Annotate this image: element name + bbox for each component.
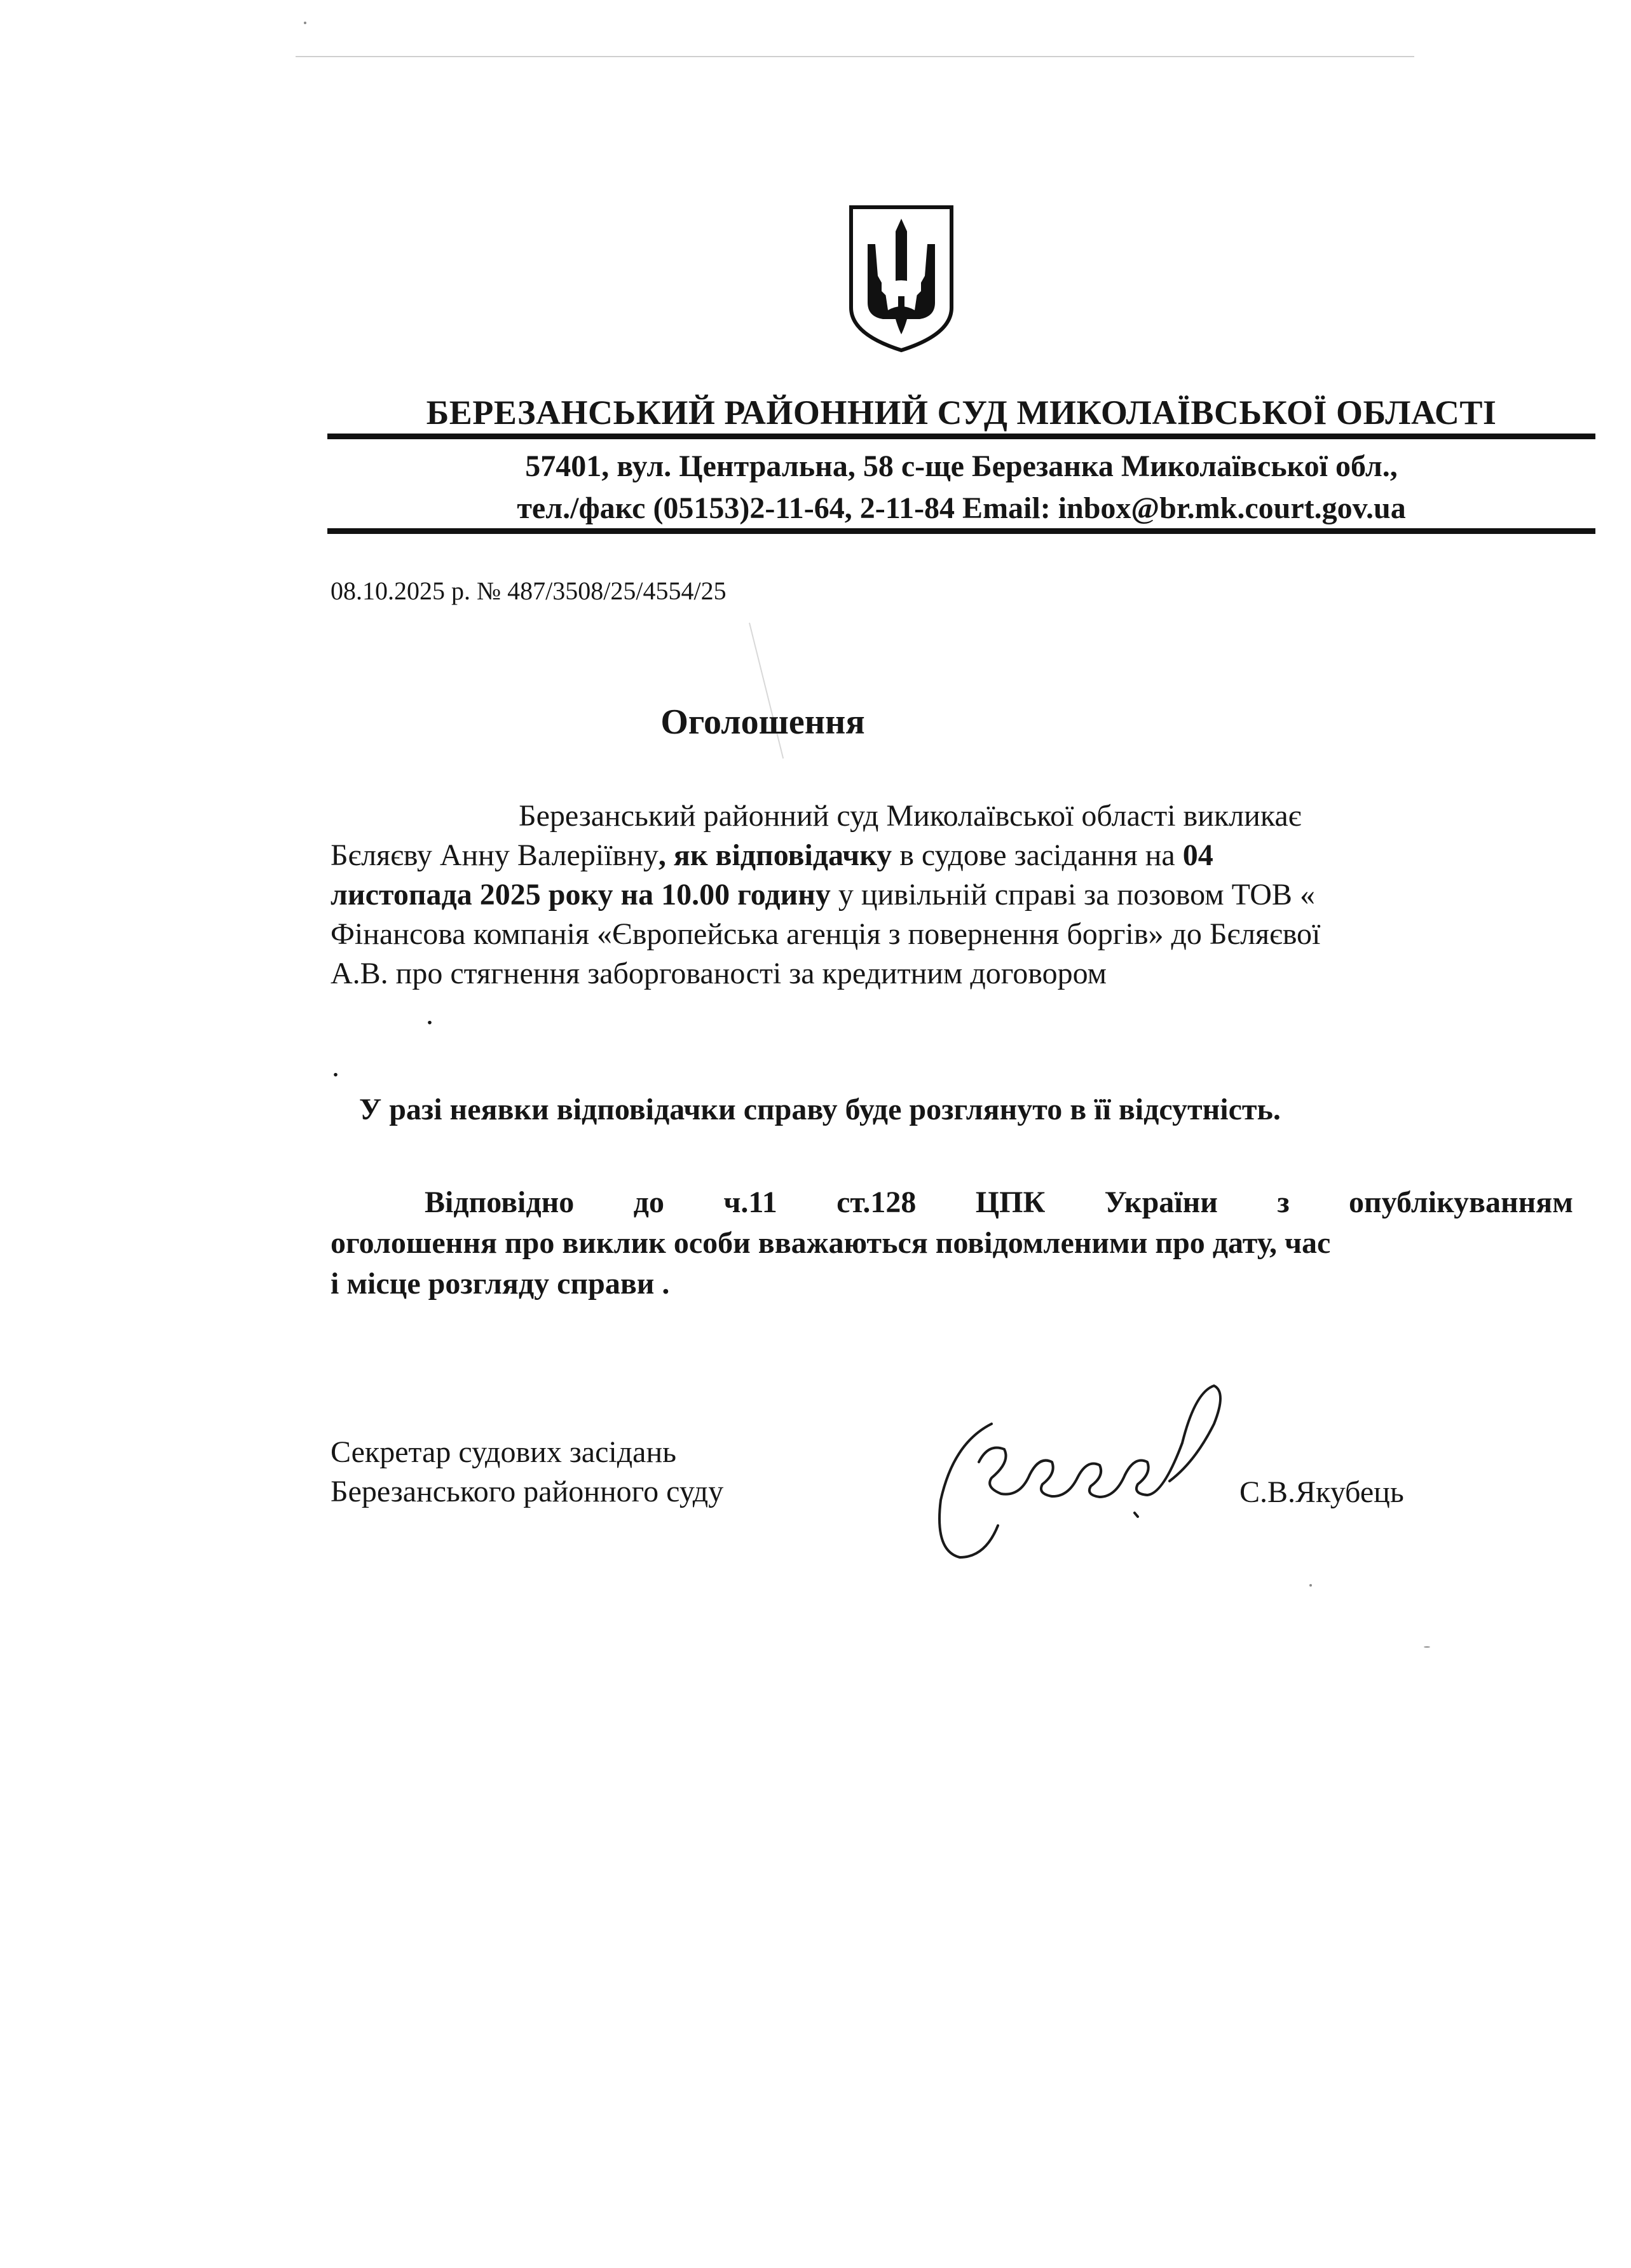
court-name: БЕРЕЗАНСЬКИЙ РАЙОННИЙ СУД МИКОЛАЇВСЬКОЇ ОБЛАСТІ [426, 393, 1497, 432]
signatory-role [331, 1433, 723, 1512]
body-text: в судове засідання на [892, 838, 1183, 872]
defendant-role: , як відповідачку [658, 838, 892, 872]
body-line [331, 838, 1213, 873]
body-text: у цивільній справі за позовом ТОВ « [830, 878, 1315, 912]
court-address: 57401, вул. Центральна, 58 с-ще Березанка Миколаївської обл., [525, 449, 1398, 483]
absence-warning: У разі неявки відповідачки справу буде розглянуто в її відсутність. [359, 1093, 1281, 1126]
legal-notice [331, 1182, 1573, 1304]
court-contacts: тел./факс (05153)2-11-64, 2-11-84 Email: inbox@br.mk.court.gov.ua [517, 491, 1406, 525]
scan-edge [296, 56, 1414, 57]
header-rule [327, 528, 1595, 534]
signatory-role-line: Секретар судових засідань [331, 1435, 677, 1469]
legal-notice-word: ч.11 [723, 1185, 777, 1219]
scan-speck [304, 22, 306, 24]
signatory-role-line: Березанського районного суду [331, 1475, 724, 1508]
handwritten-signature [915, 1367, 1259, 1583]
document-reference: 08.10.2025 р. № 487/3508/25/4554/25 [331, 577, 727, 605]
signatory-name: С.В.Якубець [1239, 1475, 1404, 1509]
legal-notice-word: до [633, 1185, 664, 1219]
header-rule [327, 434, 1595, 439]
legal-notice-word: ст.128 [836, 1185, 917, 1219]
legal-notice-word: ЦПК [975, 1185, 1046, 1219]
stray-dot: . [332, 1049, 339, 1083]
stray-dot: . [426, 997, 433, 1031]
scan-speck [1424, 1646, 1430, 1648]
hearing-datetime: листопада 2025 року на 10.00 годину [331, 878, 831, 912]
legal-notice-word: України [1104, 1185, 1218, 1219]
legal-notice-word: з [1277, 1185, 1290, 1219]
legal-notice-word: опублікуванням [1348, 1185, 1573, 1219]
body-line: Березанський районний суд Миколаївської області викликає [519, 799, 1302, 833]
body-line [331, 877, 1315, 912]
legal-notice-line: і місце розгляду справи . [331, 1267, 670, 1301]
legal-notice-word: Відповідно [425, 1185, 575, 1219]
scan-speck [1309, 1584, 1312, 1587]
legal-notice-line [331, 1182, 1573, 1223]
hearing-day: 04 [1182, 838, 1213, 872]
legal-notice-line: оголошення про виклик особи вважаються повідомленими про дату, час [331, 1226, 1331, 1260]
document-title: Оголошення [660, 702, 865, 742]
body-line: А.В. про стягнення заборгованості за кредитним договором [331, 957, 1107, 990]
coat-of-arms-icon [845, 201, 958, 353]
body-line: Фінансова компанія «Європейська агенція з повернення боргів» до Бєляєвої [331, 917, 1321, 951]
defendant-name: Бєляєву Анну Валеріївну [331, 838, 659, 872]
